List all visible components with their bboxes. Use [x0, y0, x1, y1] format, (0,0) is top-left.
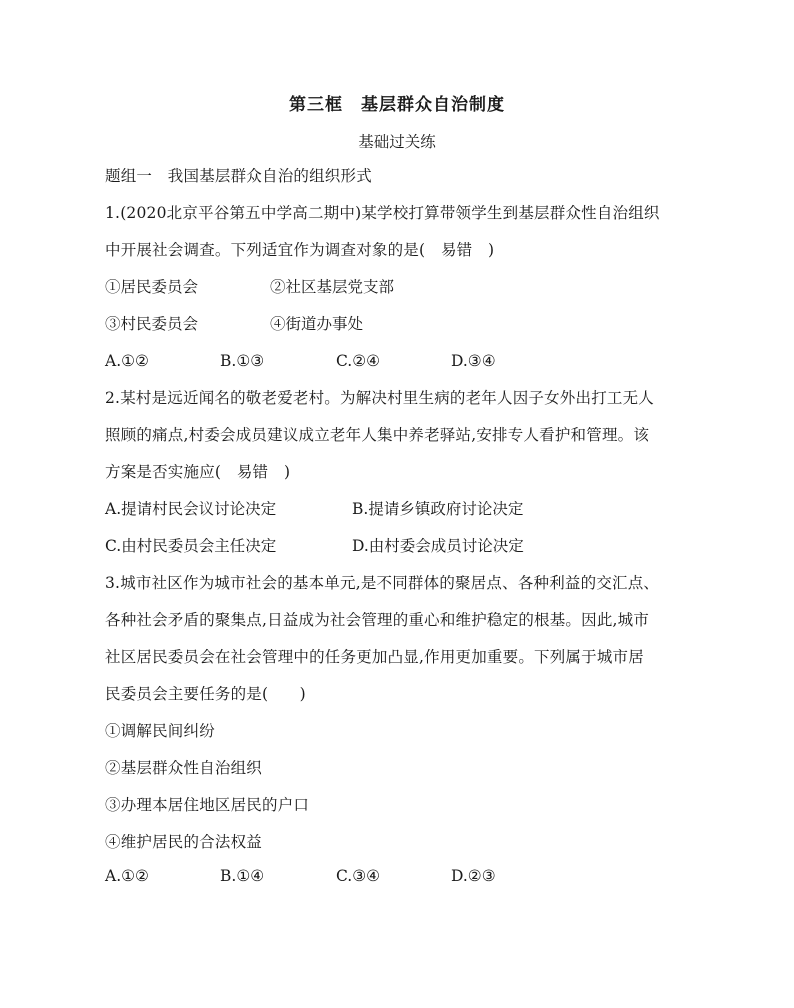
q2-option-a: A.提请村民会议讨论决定	[105, 500, 277, 518]
q3-item-2: ②基层群众性自治组织	[105, 759, 263, 777]
q3-option-b: B.①④	[220, 867, 265, 885]
page-title: 第三框 基层群众自治制度	[289, 95, 505, 115]
q1-option-d: D.③④	[451, 352, 496, 370]
q2-option-b: B.提请乡镇政府讨论决定	[352, 500, 524, 518]
q1-stem-line1: 1.(2020北京平谷第五中学高二期中)某学校打算带领学生到基层群众性自治组织	[105, 204, 660, 222]
q3-item-1: ①调解民间纠纷	[105, 722, 215, 740]
q2-option-d: D.由村委会成员讨论决定	[352, 537, 524, 555]
q3-stem-line1: 3.城市社区作为城市社会的基本单元,是不同群体的聚居点、各种利益的交汇点、	[105, 574, 660, 592]
q1-item-1: ①居民委员会	[105, 278, 199, 296]
q2-stem-line1: 2.某村是远近闻名的敬老爱老村。为解决村里生病的老年人因子女外出打工无人	[105, 389, 654, 407]
q1-stem-line2: 中开展社会调查。下列适宜作为调查对象的是( 易错 )	[105, 241, 495, 259]
q2-stem-line2: 照顾的痛点,村委会成员建议成立老年人集中养老驿站,安排专人看护和管理。该	[105, 426, 650, 444]
q3-stem-line2: 各种社会矛盾的聚集点,日益成为社会管理的重心和维护稳定的根基。因此,城市	[105, 611, 650, 629]
section-subtitle: 基础过关练	[358, 133, 436, 151]
q1-item-4: ④街道办事处	[270, 315, 364, 333]
q3-stem-line3: 社区居民委员会在社会管理中的任务更加凸显,作用更加重要。下列属于城市居	[105, 648, 644, 666]
q3-item-4: ④维护居民的合法权益	[105, 833, 263, 851]
q1-option-b: B.①③	[220, 352, 265, 370]
group-heading: 题组一 我国基层群众自治的组织形式	[105, 167, 372, 185]
q3-option-d: D.②③	[451, 867, 496, 885]
q1-option-a: A.①②	[105, 352, 149, 370]
q2-stem-line3: 方案是否实施应( 易错 )	[105, 463, 291, 481]
q1-item-3: ③村民委员会	[105, 315, 199, 333]
q3-option-c: C.③④	[336, 867, 381, 885]
q3-option-a: A.①②	[105, 867, 149, 885]
q2-option-c: C.由村民委员会主任决定	[105, 537, 277, 555]
q3-stem-line4: 民委员会主要任务的是( )	[105, 685, 306, 703]
q1-item-2: ②社区基层党支部	[270, 278, 395, 296]
q3-item-3: ③办理本居住地区居民的户口	[105, 796, 310, 814]
q1-option-c: C.②④	[336, 352, 381, 370]
